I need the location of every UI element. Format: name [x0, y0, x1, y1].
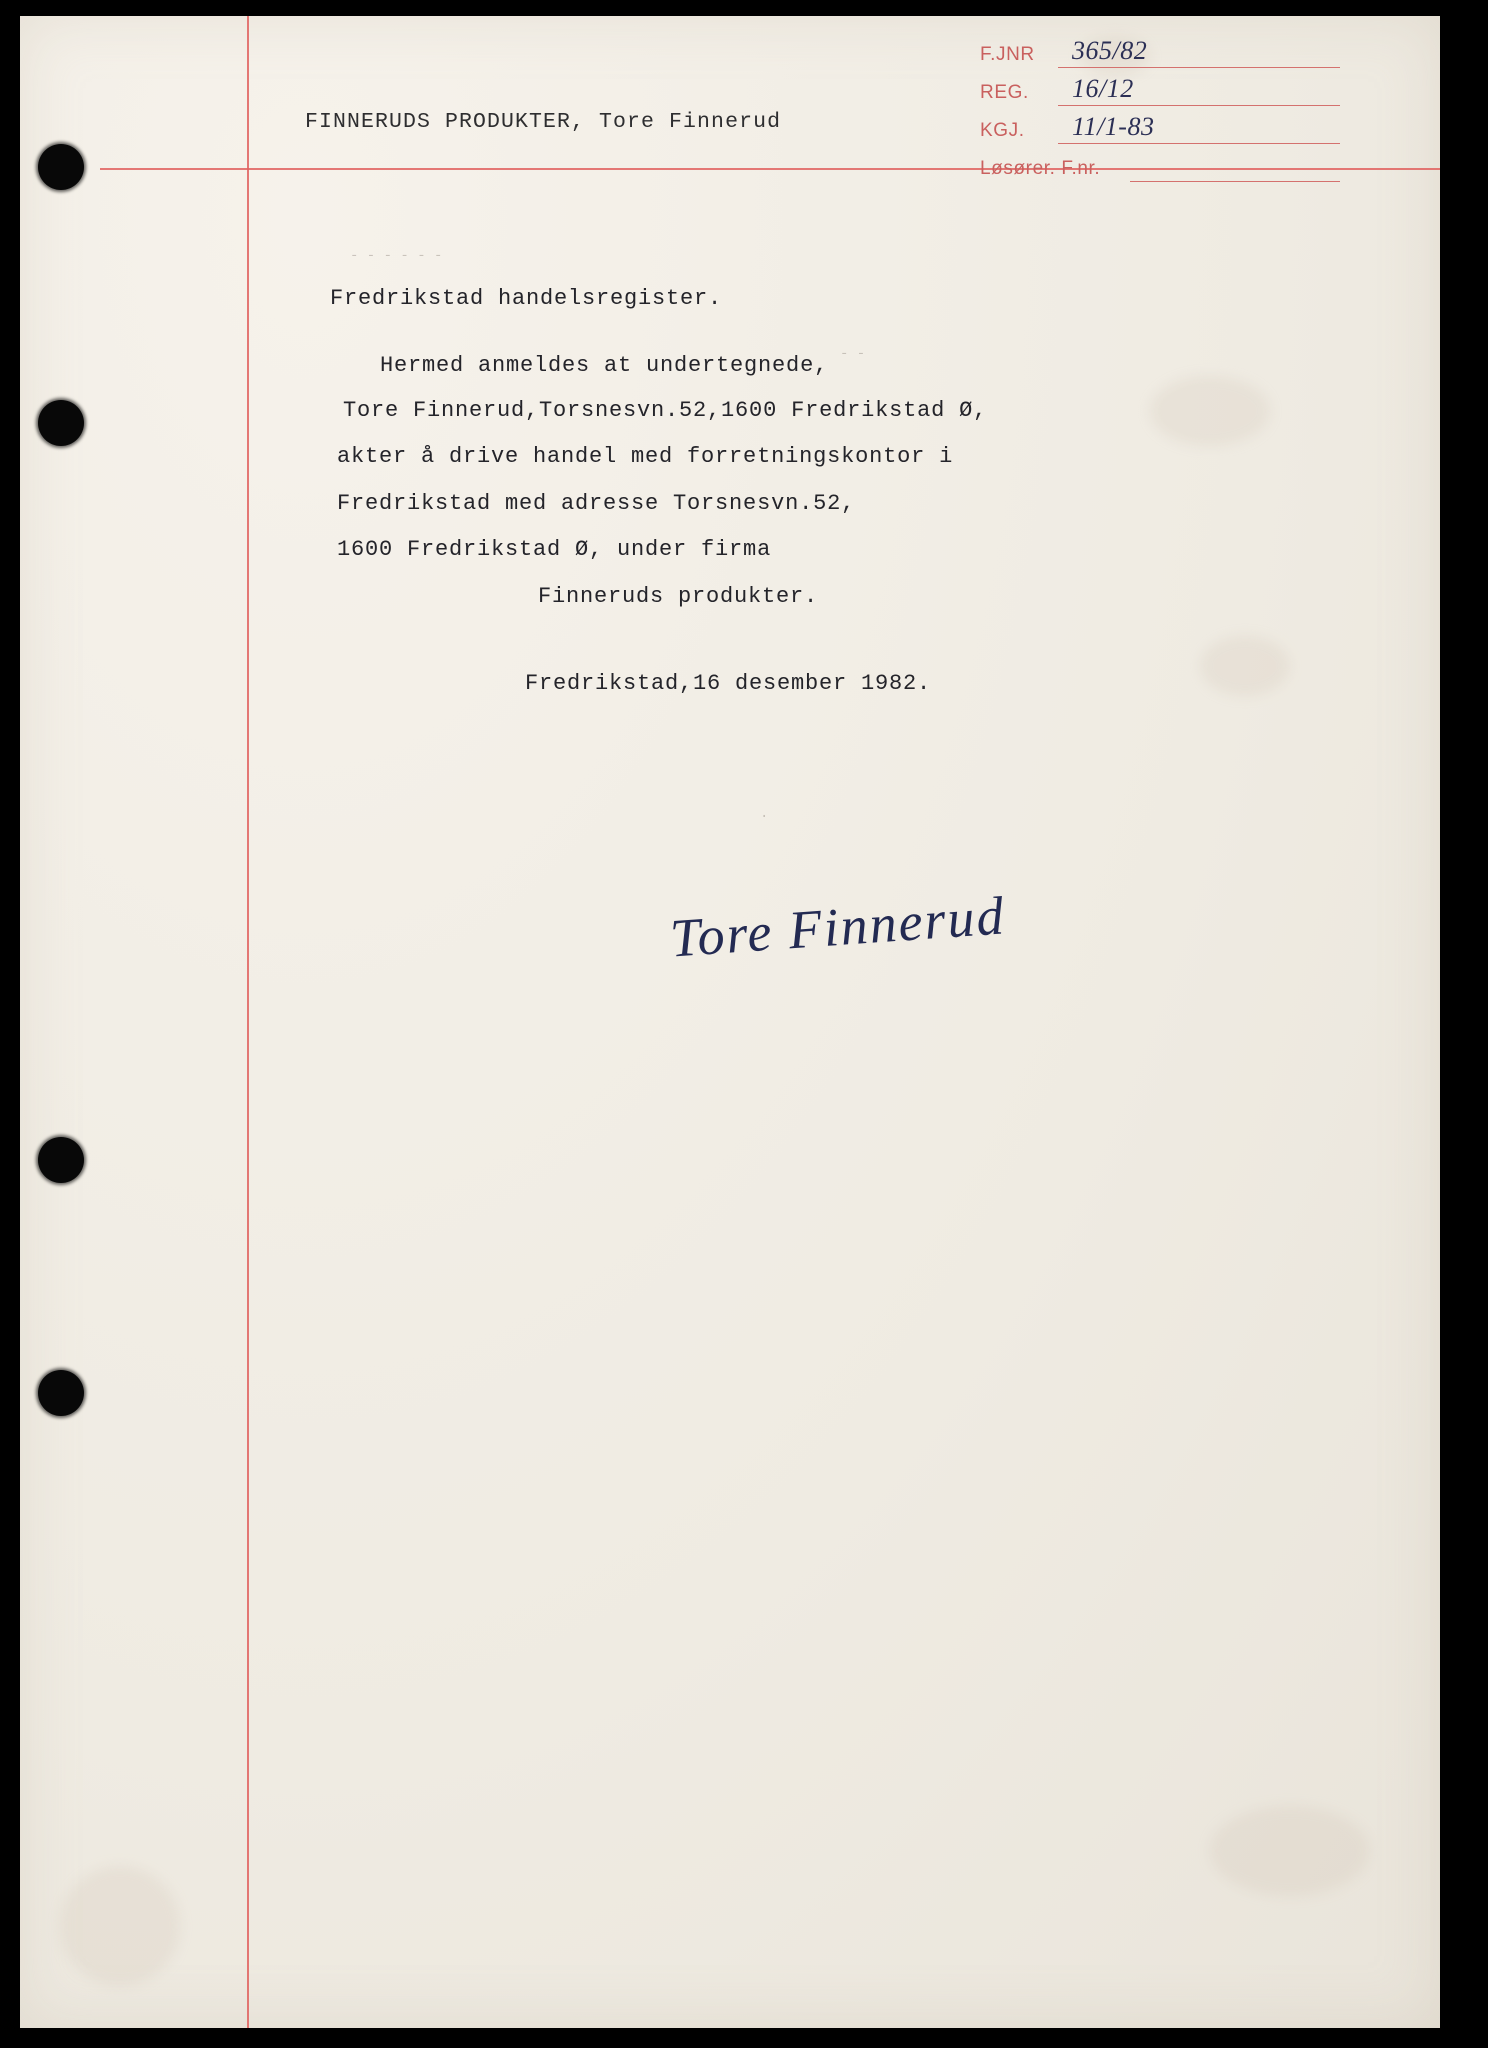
punch-hole	[38, 1370, 84, 1416]
body-line-purpose: akter å drive handel med forretningskontor i	[337, 444, 954, 469]
body-line-intro: Hermed anmeldes at undertegnede,	[380, 353, 829, 378]
stamp-underline	[1130, 181, 1340, 183]
stamp-field-losorer	[980, 154, 1340, 188]
scanned-page: FINNERUDS PRODUKTER, Tore Finnerud F.JNR 365/82 REG. 16/12 KGJ. 11/1-83 Løsører. F.nr. Fredrikstad handelsregister. Hermed anmeldes at undertegnede, Tore Finnerud,Torsnesvn.52,1600 Fredrikstad Ø, akter å drive handel med forretningskontor i Fredrikstad med adresse Torsnesvn.52, 1600 Fredrikstad Ø, under firma Finneruds produkter. Fredrikstad,16 desember 1982. Tore Finnerud - - - - - - - - .	[20, 16, 1440, 2028]
stamp-underline	[1058, 105, 1340, 107]
form-vertical-rule	[247, 16, 249, 2028]
stamp-value: 16/12	[1072, 74, 1134, 103]
stamp-value: 11/1-83	[1072, 112, 1155, 141]
stamp-underline	[1058, 143, 1340, 145]
handwritten-signature: Tore Finnerud	[668, 885, 1008, 969]
stamp-label: Løsører. F.nr.	[980, 158, 1101, 179]
punch-hole	[38, 1137, 84, 1183]
body-line-firm-name: Finneruds produkter.	[538, 584, 819, 609]
place-and-date: Fredrikstad,16 desember 1982.	[525, 671, 932, 696]
stamp-field-kgj	[980, 112, 1340, 150]
paper-blotch	[1150, 376, 1270, 446]
stamp-field-fjnr	[980, 36, 1340, 74]
body-line-register: Fredrikstad handelsregister.	[330, 286, 723, 311]
stamp-label: KGJ.	[980, 120, 1025, 141]
paper-blotch	[1200, 636, 1290, 696]
punch-hole	[38, 144, 84, 190]
stamp-label: REG.	[980, 82, 1029, 103]
paper-blotch	[1210, 1806, 1370, 1896]
stamp-label: F.JNR	[980, 44, 1035, 65]
stamp-value: 365/82	[1072, 36, 1148, 65]
stamp-underline	[1058, 67, 1340, 69]
stamp-field-reg	[980, 74, 1340, 112]
body-line-name-address: Tore Finnerud,Torsnesvn.52,1600 Fredrikstad Ø,	[343, 398, 988, 423]
body-line-office-address: Fredrikstad med adresse Torsnesvn.52,	[337, 491, 856, 516]
page-title: FINNERUDS PRODUKTER, Tore Finnerud	[305, 110, 782, 134]
body-line-postal: 1600 Fredrikstad Ø, under firma	[337, 537, 772, 562]
punch-hole	[38, 400, 84, 446]
paper-blotch	[60, 1866, 180, 1986]
